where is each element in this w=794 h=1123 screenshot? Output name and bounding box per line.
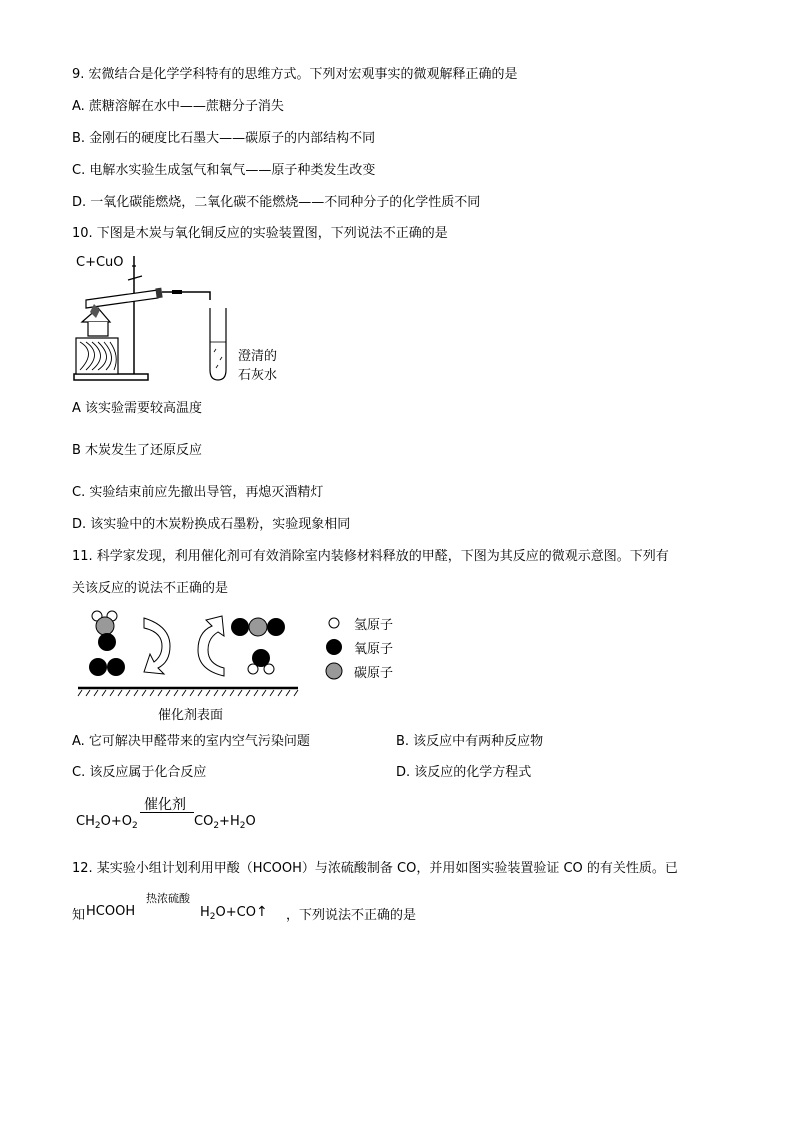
equation-left: $CH_2O+O_2$ xyxy=(76,814,138,831)
legend-carbon-label: 碳原子 xyxy=(354,666,394,681)
equation-catalyst: 催化剂 xyxy=(144,797,186,813)
q9-option-a: A. 蔗糖溶解在水中——蔗糖分子消失 xyxy=(72,99,284,114)
limewater-label-2: 石灰水 xyxy=(238,368,278,383)
q11-stem-line1: 11. 科学家发现，利用催化剂可有效消除室内装修材料释放的甲醛，下图为其反应的微观示意图。下列有 xyxy=(72,549,669,564)
catalyst-surface-label: 催化剂表面 xyxy=(158,708,224,723)
legend-carbon-icon xyxy=(326,663,342,679)
q11-option-c: C. 该反应属于化合反应 xyxy=(72,765,207,780)
equation-right: $CO_2+H_2O$ xyxy=(194,814,256,831)
q9-option-d: D. 一氧化碳能燃烧，二氧化碳不能燃烧——不同种分子的化学性质不同 xyxy=(72,195,481,210)
q9-option-b: B. 金刚石的硬度比石墨大——碳原子的内部结构不同 xyxy=(72,131,376,146)
q9-option-c: C. 电解水实验生成氢气和氧气——原子种类发生改变 xyxy=(72,163,376,178)
q11-stem-line2: 关该反应的说法不正确的是 xyxy=(72,581,229,596)
q12-formula-left: HCOOH xyxy=(86,904,136,919)
reactant-label: C+CuO xyxy=(76,255,124,270)
q11-option-d: D. 该反应的化学方程式 xyxy=(396,765,532,780)
q10-option-c: C. 实验结束前应先撤出导管，再熄灭酒精灯 xyxy=(72,485,324,500)
q12-suffix: ，下列说法不正确的是 xyxy=(286,908,417,923)
q9-stem: 9. 宏微结合是化学学科特有的思维方式。下列对宏观事实的微观解释正确的是 xyxy=(72,67,518,82)
q12-stem-line1: 12. 某实验小组计划利用甲酸（HCOOH）与浓硫酸制备 CO，并用如图实验装置验证 CO 的有关性质。已 xyxy=(72,861,678,876)
legend-oxygen-icon xyxy=(326,639,342,655)
legend-oxygen-label: 氧原子 xyxy=(354,642,394,657)
q12-stem-line2 xyxy=(72,890,572,924)
apparatus-figure xyxy=(72,252,302,392)
equation-arrow-line xyxy=(140,812,194,813)
chemical-equation xyxy=(76,794,296,834)
q10-stem: 10. 下图是木炭与氧化铜反应的实验装置图，下列说法不正确的是 xyxy=(72,226,448,241)
q12-condition: 热浓硫酸 xyxy=(146,892,190,905)
q10-option-d: D. 该实验中的木炭粉换成石墨粉，实验现象相同 xyxy=(72,517,351,532)
q11-option-a: A. 它可解决甲醛带来的室内空气污染问题 xyxy=(72,734,310,749)
legend-hydrogen-label: 氢原子 xyxy=(354,618,394,633)
q11-option-b: B. 该反应中有两种反应物 xyxy=(396,734,544,749)
limewater-label-1: 澄清的 xyxy=(238,349,278,364)
micro-diagram xyxy=(72,606,412,728)
q10-option-a: A 该实验需要较高温度 xyxy=(72,401,203,416)
q10-option-b: B 木炭发生了还原反应 xyxy=(72,443,203,458)
q12-products: $H_2O+CO↑$ xyxy=(200,904,268,922)
legend-hydrogen-icon xyxy=(329,618,339,628)
q12-prefix: 知 xyxy=(72,908,86,923)
